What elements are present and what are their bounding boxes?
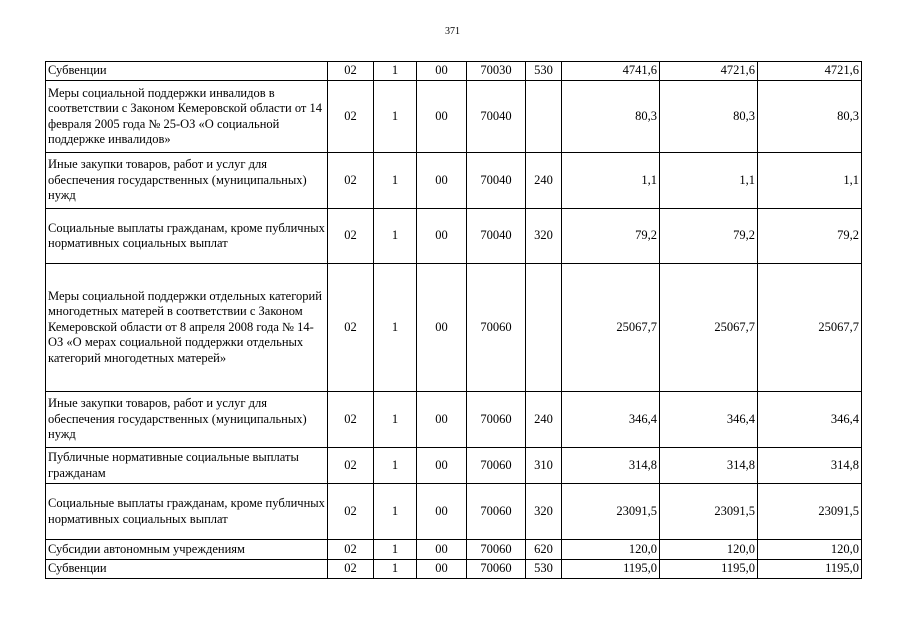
- code-cell: 70040: [467, 209, 526, 264]
- code-cell: 02: [328, 560, 374, 579]
- code-cell: 70060: [467, 264, 526, 392]
- amount-cell: 79,2: [758, 209, 862, 264]
- code-cell: 02: [328, 392, 374, 448]
- code-cell: 70060: [467, 448, 526, 484]
- amount-cell: 79,2: [562, 209, 660, 264]
- amount-cell: 346,4: [660, 392, 758, 448]
- row-name-cell: Меры социальной поддержки инвалидов в соответствии с Законом Кемеровской области от 14 февраля 2005 года № 25-ОЗ «О социальной поддержке инвалидов»: [46, 81, 328, 153]
- code-cell: 1: [374, 81, 417, 153]
- code-cell: 00: [417, 560, 467, 579]
- row-name-cell: Публичные нормативные социальные выплаты гражданам: [46, 448, 328, 484]
- code-cell: 1: [374, 392, 417, 448]
- budget-table: [45, 61, 862, 579]
- code-cell: 02: [328, 540, 374, 560]
- code-cell: 620: [526, 540, 562, 560]
- code-cell: [526, 81, 562, 153]
- amount-cell: 1195,0: [660, 560, 758, 579]
- table-row: [46, 560, 862, 579]
- code-cell: 530: [526, 62, 562, 81]
- table-row: [46, 540, 862, 560]
- amount-cell: 1195,0: [562, 560, 660, 579]
- code-cell: 1: [374, 560, 417, 579]
- code-cell: 240: [526, 153, 562, 209]
- row-name-cell: Субсидии автономным учреждениям: [46, 540, 328, 560]
- amount-cell: 25067,7: [562, 264, 660, 392]
- code-cell: 310: [526, 448, 562, 484]
- code-cell: 02: [328, 62, 374, 81]
- amount-cell: 314,8: [562, 448, 660, 484]
- row-name-cell: Иные закупки товаров, работ и услуг для обеспечения государственных (муниципальных) нужд: [46, 153, 328, 209]
- table-row: [46, 264, 862, 392]
- amount-cell: 23091,5: [758, 484, 862, 540]
- amount-cell: 120,0: [660, 540, 758, 560]
- code-cell: [526, 264, 562, 392]
- code-cell: 70030: [467, 62, 526, 81]
- code-cell: 70060: [467, 484, 526, 540]
- code-cell: 02: [328, 448, 374, 484]
- amount-cell: 1,1: [660, 153, 758, 209]
- table-row: [46, 392, 862, 448]
- code-cell: 02: [328, 153, 374, 209]
- amount-cell: 80,3: [758, 81, 862, 153]
- code-cell: 70060: [467, 560, 526, 579]
- code-cell: 1: [374, 484, 417, 540]
- amount-cell: 25067,7: [758, 264, 862, 392]
- amount-cell: 23091,5: [562, 484, 660, 540]
- code-cell: 1: [374, 540, 417, 560]
- amount-cell: 4721,6: [758, 62, 862, 81]
- row-name-cell: Социальные выплаты гражданам, кроме публичных нормативных социальных выплат: [46, 209, 328, 264]
- amount-cell: 25067,7: [660, 264, 758, 392]
- code-cell: 00: [417, 392, 467, 448]
- code-cell: 320: [526, 484, 562, 540]
- table-row: [46, 448, 862, 484]
- code-cell: 70040: [467, 81, 526, 153]
- code-cell: 320: [526, 209, 562, 264]
- amount-cell: 4721,6: [660, 62, 758, 81]
- code-cell: 70060: [467, 540, 526, 560]
- code-cell: 00: [417, 153, 467, 209]
- amount-cell: 120,0: [562, 540, 660, 560]
- amount-cell: 80,3: [562, 81, 660, 153]
- code-cell: 02: [328, 264, 374, 392]
- table-row: [46, 62, 862, 81]
- row-name-cell: Меры социальной поддержки отдельных категорий многодетных матерей в соответствии с Законом Кемеровской области от 8 апреля 2008 года № 14-ОЗ «О мерах социальной поддержки отдельных категорий многодетных матерей»: [46, 264, 328, 392]
- row-name-cell: Субвенции: [46, 560, 328, 579]
- amount-cell: 4741,6: [562, 62, 660, 81]
- table-row: [46, 81, 862, 153]
- code-cell: 1: [374, 448, 417, 484]
- code-cell: 02: [328, 209, 374, 264]
- amount-cell: 346,4: [758, 392, 862, 448]
- code-cell: 1: [374, 209, 417, 264]
- amount-cell: 314,8: [660, 448, 758, 484]
- amount-cell: 314,8: [758, 448, 862, 484]
- table-row: [46, 153, 862, 209]
- row-name-cell: Социальные выплаты гражданам, кроме публичных нормативных социальных выплат: [46, 484, 328, 540]
- code-cell: 70040: [467, 153, 526, 209]
- code-cell: 1: [374, 264, 417, 392]
- code-cell: 00: [417, 209, 467, 264]
- code-cell: 00: [417, 448, 467, 484]
- code-cell: 1: [374, 153, 417, 209]
- code-cell: 1: [374, 62, 417, 81]
- amount-cell: 1195,0: [758, 560, 862, 579]
- table-row: [46, 209, 862, 264]
- code-cell: 02: [328, 81, 374, 153]
- code-cell: 00: [417, 81, 467, 153]
- table-row: [46, 484, 862, 540]
- amount-cell: 120,0: [758, 540, 862, 560]
- code-cell: 00: [417, 264, 467, 392]
- code-cell: 530: [526, 560, 562, 579]
- amount-cell: 80,3: [660, 81, 758, 153]
- amount-cell: 1,1: [758, 153, 862, 209]
- page-number: 371: [445, 26, 460, 37]
- amount-cell: 1,1: [562, 153, 660, 209]
- amount-cell: 79,2: [660, 209, 758, 264]
- amount-cell: 23091,5: [660, 484, 758, 540]
- code-cell: 00: [417, 62, 467, 81]
- row-name-cell: Субвенции: [46, 62, 328, 81]
- code-cell: 00: [417, 540, 467, 560]
- code-cell: 00: [417, 484, 467, 540]
- code-cell: 240: [526, 392, 562, 448]
- code-cell: 02: [328, 484, 374, 540]
- amount-cell: 346,4: [562, 392, 660, 448]
- code-cell: 70060: [467, 392, 526, 448]
- row-name-cell: Иные закупки товаров, работ и услуг для обеспечения государственных (муниципальных) нужд: [46, 392, 328, 448]
